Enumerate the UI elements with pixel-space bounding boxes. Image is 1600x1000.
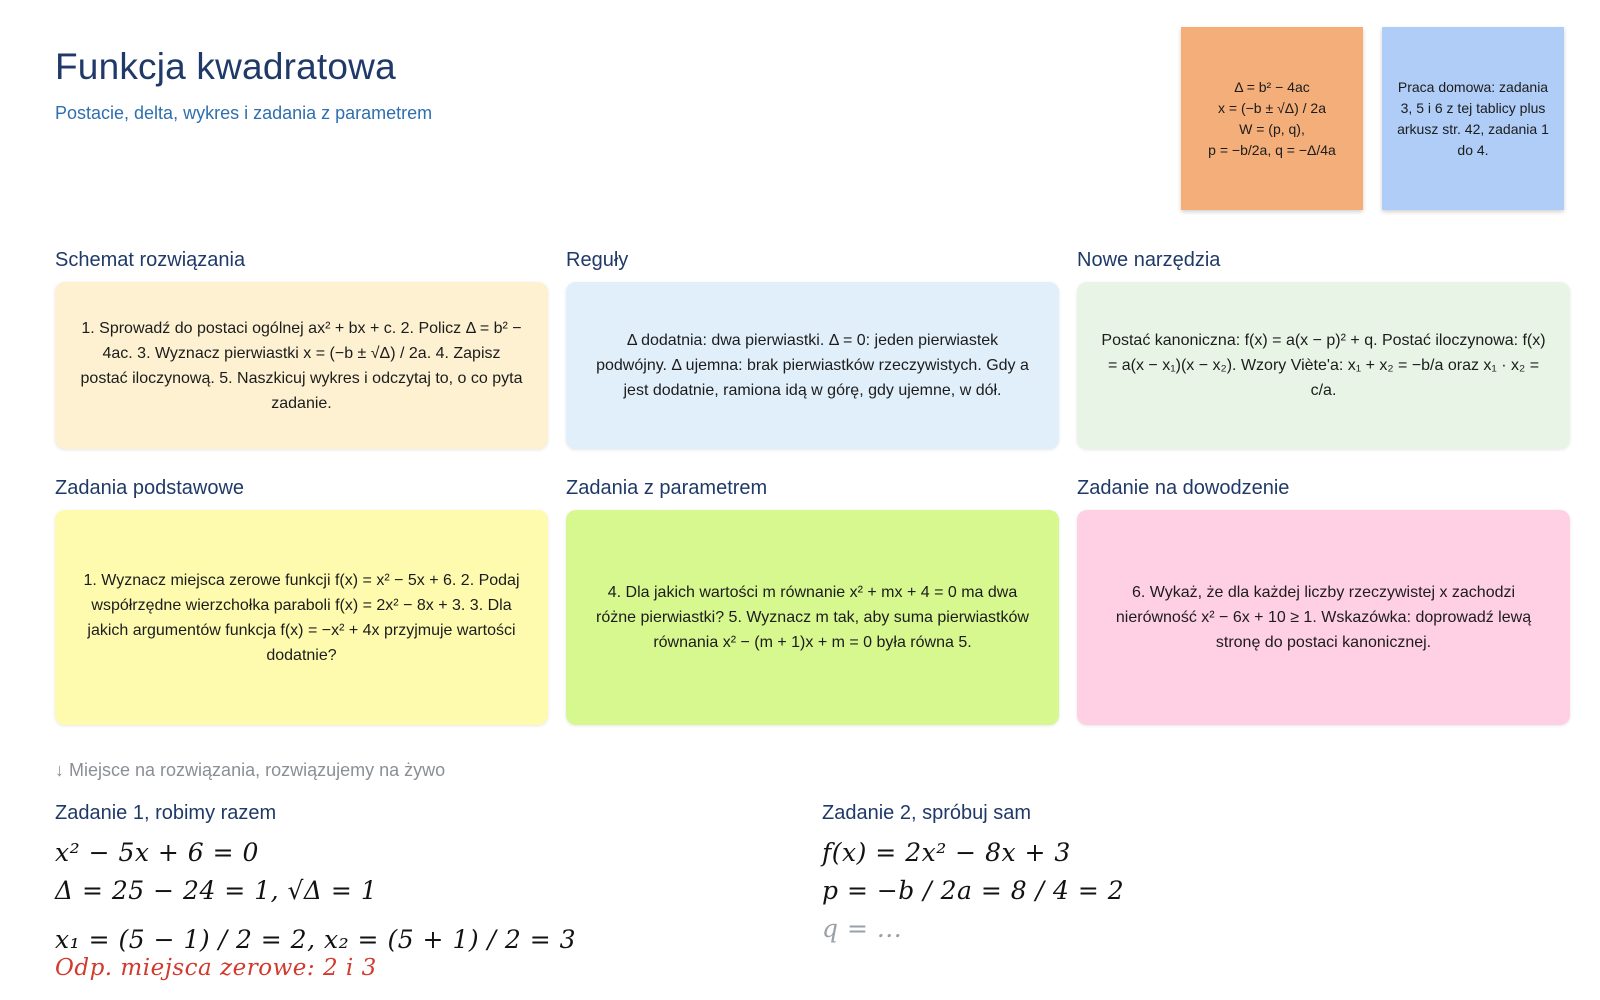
card-parametr[interactable] bbox=[566, 510, 1059, 725]
page-title: Funkcja kwadratowa bbox=[55, 46, 396, 87]
card-reguly[interactable] bbox=[566, 282, 1059, 449]
sticky-note-formulas-text: Δ = b² − 4ac x = (−b ± √Δ) / 2a W = (p, q), p = −b/2a, q = −Δ/4a bbox=[1208, 78, 1336, 158]
card-narzedzia-text: Postać kanoniczna: f(x) = a(x − p)² + q. Postać iloczynowa: f(x) = a(x − x₁)(x − x₂). Wzory Viète'a: x₁ + x₂ = −b/a oraz x₁ · x₂ = c/a. bbox=[1101, 332, 1546, 399]
section-title-dowodzenie: Zadanie na dowodzenie bbox=[1077, 477, 1290, 499]
card-reguly-text: Δ dodatnia: dwa pierwiastki. Δ = 0: jeden pierwiastek podwójny. Δ ujemna: brak pierwiastków rzeczywistych. Gdy a jest dodatnie, ramiona idą w górę, gdy ujemne, w dół. bbox=[596, 332, 1029, 399]
section-title-narzedzia: Nowe narzędzia bbox=[1077, 249, 1221, 271]
section-title-podstawowe: Zadania podstawowe bbox=[55, 477, 245, 499]
handwritten-line: f(x) = 2x² − 8x + 3 bbox=[822, 838, 1071, 867]
handwritten-line: x² − 5x + 6 = 0 bbox=[55, 838, 259, 867]
card-narzedzia[interactable] bbox=[1077, 282, 1570, 449]
handwritten-line: p = −b / 2a = 8 / 4 = 2 bbox=[822, 876, 1125, 905]
handwritten-line: Δ = 25 − 24 = 1, √Δ = 1 bbox=[55, 876, 378, 905]
workspace-title-zadanie-2: Zadanie 2, spróbuj sam bbox=[822, 802, 1032, 824]
card-dowodzenie-text: 6. Wykaż, że dla każdej liczby rzeczywistej x zachodzi nierówność x² − 6x + 10 ≥ 1. Wskazówka: doprowadź lewą stronę do postaci kanonicznej. bbox=[1115, 584, 1532, 651]
handwritten-answer: Odp. miejsca zerowe: 2 i 3 bbox=[55, 955, 377, 981]
section-title-schemat: Schemat rozwiązania bbox=[55, 249, 246, 271]
section-title-reguly: Reguły bbox=[566, 249, 629, 271]
handwritten-pending: q = ... bbox=[822, 914, 903, 943]
workspace-title-zadanie-1: Zadanie 1, robimy razem bbox=[55, 802, 277, 824]
card-schemat-text: 1. Sprowadź do postaci ogólnej ax² + bx + c. 2. Policz Δ = b² − 4ac. 3. Wyznacz pierwiastki x = (−b ± √Δ) / 2a. 4. Zapisz postać iloczynową. 5. Naszkicuj wykres i odczytaj to, o co pyta zadanie. bbox=[80, 319, 523, 412]
card-podstawowe[interactable] bbox=[55, 510, 548, 725]
page-subtitle: Postacie, delta, wykres i zadania z parametrem bbox=[55, 103, 433, 123]
card-podstawowe-text: 1. Wyznacz miejsca zerowe funkcji f(x) = x² − 5x + 6. 2. Podaj współrzędne wierzchołka paraboli f(x) = 2x² − 8x + 3. 3. Dla jakich argumentów funkcja f(x) = −x² + 4x przyjmuje wartości dodatnie? bbox=[83, 571, 520, 664]
handwritten-line: x₁ = (5 − 1) / 2 = 2, x₂ = (5 + 1) / 2 = 3 bbox=[55, 925, 577, 954]
sticky-note-homework[interactable] bbox=[1382, 27, 1564, 210]
workspace-hint: ↓ Miejsce na rozwiązania, rozwiązujemy na żywo bbox=[55, 760, 446, 780]
card-parametr-text: 4. Dla jakich wartości m równanie x² + mx + 4 = 0 ma dwa różne pierwiastki? 5. Wyznacz m tak, aby suma pierwiastków równania x² − (m + 1)x + m = 0 była równa 5. bbox=[596, 584, 1029, 651]
card-dowodzenie[interactable] bbox=[1077, 510, 1570, 725]
section-title-parametr: Zadania z parametrem bbox=[566, 477, 768, 499]
sticky-note-homework-text: Praca domowa: zadania 3, 5 i 6 z tej tablicy plus arkusz str. 42, zadania 1 do 4. bbox=[1397, 78, 1549, 158]
card-schemat[interactable] bbox=[55, 282, 548, 449]
sticky-note-formulas[interactable] bbox=[1181, 27, 1363, 210]
